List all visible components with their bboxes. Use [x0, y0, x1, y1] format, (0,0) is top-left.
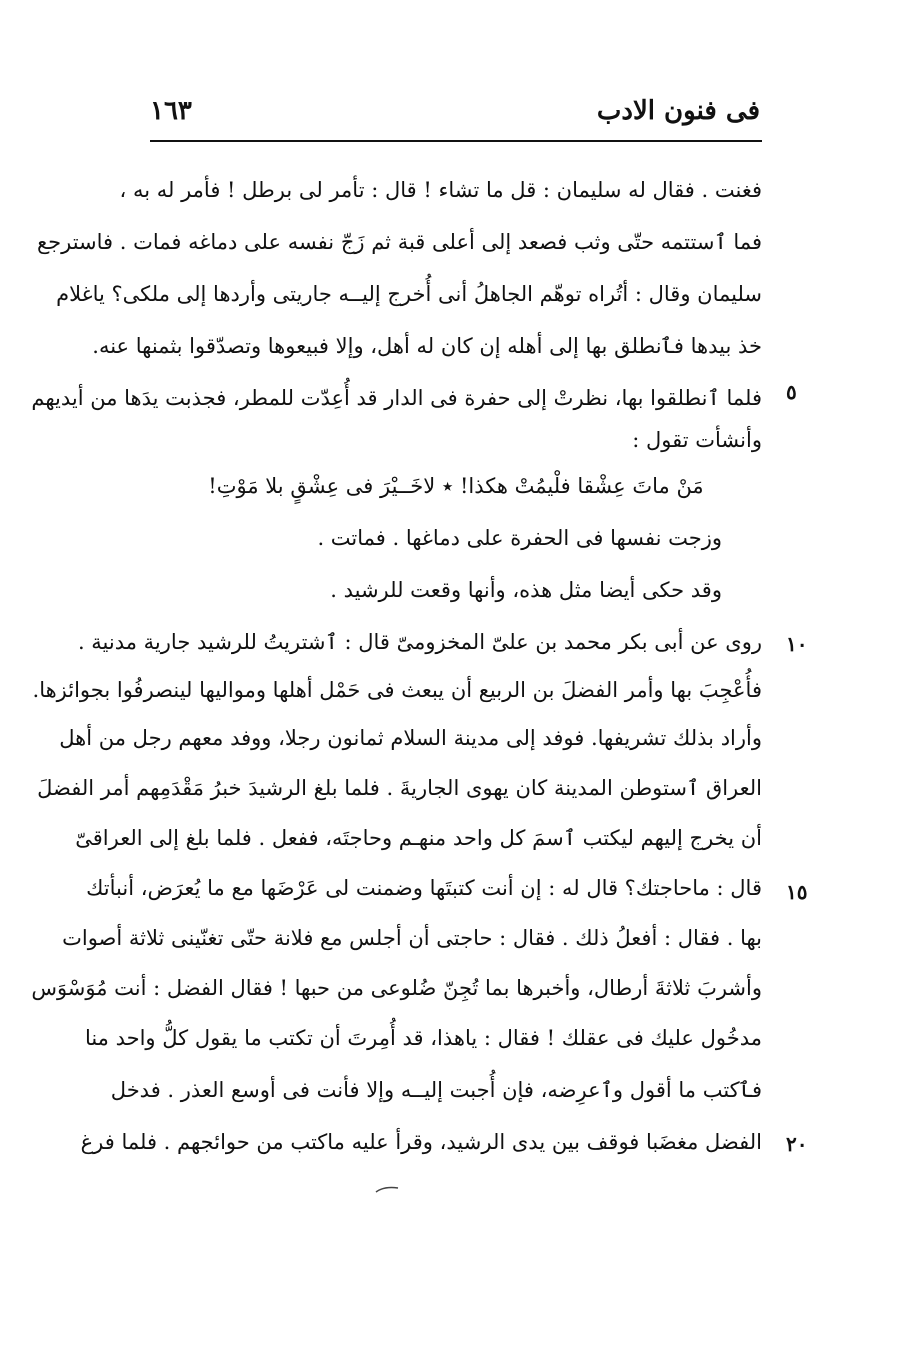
page-number: ١٦٣: [150, 96, 192, 126]
text-line: بها . فقال : أفعلُ ذلك . فقال : حاجتى أن أجلس مع فلانة حتّى تغنّينى ثلاثة أصوات: [62, 926, 762, 950]
text-line: وأراد بذلك تشريفها. فوفد إلى مدينة السلام ثمانون رجلا، ووفد معهم رجل من أهل: [59, 726, 762, 750]
running-header-title: فى فنون الادب: [596, 96, 760, 126]
line-number-15: ١٥: [786, 880, 808, 904]
text-line: وقد حكى أيضا مثل هذه، وأنها وقعت للرشيد .: [330, 578, 722, 602]
text-line: فٱكتب ما أقول وٱعرِضه، فإن أُجبت إليــه وإلا فأنت فى أوسع العذر . فدخل: [110, 1078, 762, 1102]
line-number-10: ١٠: [786, 632, 808, 656]
text-line: فما ٱستتمه حتّى وثب فصعد إلى أعلى قبة ثم زَجّ نفسه على دماغه فمات . فاسترجع: [36, 230, 762, 254]
verse-line: مَنْ ماتَ عِشْقا فلْيمُتْ هكذا! ٭ لاخَــيْرَ فى عِشْقٍ بلا مَوْتِ!: [208, 474, 704, 498]
text-line: وزجت نفسها فى الحفرة على دماغها . فماتت .: [317, 526, 722, 550]
text-line: سليمان وقال : أتُراه توهّم الجاهلُ أنى أُخرج إليــه جاريتى وأردها إلى ملكى؟ ياغلام: [56, 282, 762, 306]
line-number-5: ٥: [786, 380, 797, 404]
text-line: وأنشأت تقول :: [632, 428, 762, 452]
text-line: قال : ماحاجتك؟ قال له : إن أنت كتبتَها وضمنت لى عَرْضَها مع ما يُعرَض، أنبأتك: [86, 876, 762, 900]
text-line: العراق ٱستوطن المدينة كان يهوى الجاريةَ . فلما بلغ الرشيدَ خبرُ مَقْدَمِهم أمر الفضلَ: [37, 776, 762, 800]
text-line: مدخُول عليك فى عقلك ! فقال : ياهذا، قد أُمِرتَ أن تكتب ما يقول كلُّ واحد منا: [84, 1026, 762, 1050]
text-line: الفضل مغضَبا فوقف بين يدى الرشيد، وقرأ عليه ماكتب من حوائجهم . فلما فرغ: [80, 1130, 762, 1154]
text-line: وأشربَ ثلاثةَ أرطال، وأخبرها بما تُجِنّ ضُلوعى من حبها ! فقال الفضل : أنت مُوَسْوَس: [31, 976, 762, 1000]
text-line: فغنت . فقال له سليمان : قل ما تشاء ! قال : تأمر لى برطل ! فأمر له به ،: [119, 178, 762, 202]
text-line: فلما ٱنطلقوا بها، نظرتْ إلى حفرة فى الدار قد أُعِدّت للمطر، فجذبت يدَها من أيديهم: [31, 386, 762, 410]
header-rule: [150, 140, 762, 142]
text-line: فأُعْجِبَ بها وأمر الفضلَ بن الربيع أن يبعث فى حَمْل أهلها ومواليها لينصرفُوا بجوائزها.: [32, 678, 762, 702]
text-line: خذ بيدها فٱنطلق بها إلى أهله إن كان له أهل، وإلا فبيعوها وتصدّقوا بثمنها عنه.: [92, 334, 762, 358]
text-line: أن يخرج إليهم ليكتب ٱسمَ كل واحد منهـم وحاجتَه، ففعل . فلما بلغ إلى العراقىّ: [75, 826, 762, 850]
ink-mark: [374, 1184, 400, 1196]
text-line: روى عن أبى بكر محمد بن علىّ المخزومىّ قال : ٱشتريتُ للرشيد جارية مدنية .: [77, 630, 762, 654]
line-number-20: ٢٠: [786, 1132, 808, 1156]
